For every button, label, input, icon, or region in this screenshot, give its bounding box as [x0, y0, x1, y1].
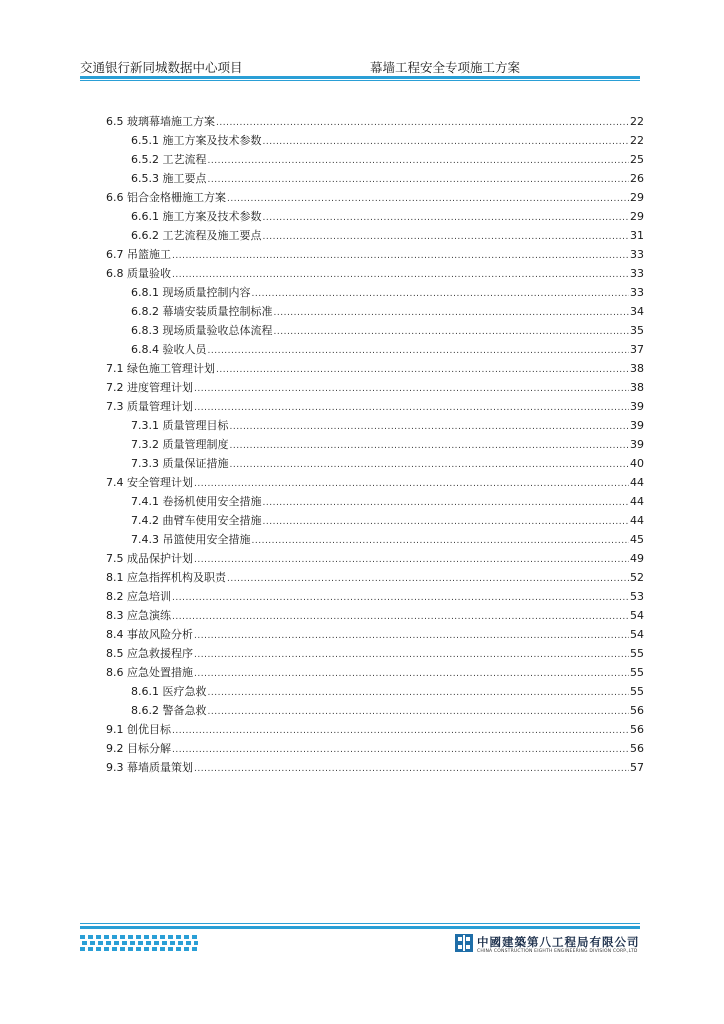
toc-entry-page: 37 — [630, 343, 644, 356]
footer-rule-thin — [80, 923, 640, 924]
toc-entry-page: 39 — [630, 419, 644, 432]
toc-entry-title: 7.4.2 曲臂车使用安全措施 — [131, 514, 262, 527]
toc-entry-page: 39 — [630, 400, 644, 413]
toc-entry-page: 54 — [630, 628, 644, 641]
toc-entry[interactable] — [106, 112, 644, 131]
toc-entry-page: 33 — [630, 248, 644, 261]
toc-entry-page: 56 — [630, 742, 644, 755]
toc-entry[interactable] — [106, 739, 644, 758]
header-rule-thick — [80, 76, 640, 79]
toc-entry-title: 7.3.3 质量保证措施 — [131, 457, 229, 470]
toc-entry-page: 34 — [630, 305, 644, 318]
toc-entry-title: 6.5.2 工艺流程 — [131, 153, 207, 166]
toc-entry-page: 55 — [630, 647, 644, 660]
toc-entry[interactable] — [106, 340, 644, 359]
toc-entry[interactable] — [106, 625, 644, 644]
toc-entry-title: 9.2 目标分解 — [106, 742, 171, 755]
header-document-title: 幕墙工程安全专项施工方案 — [370, 60, 521, 75]
toc-entry-page: 40 — [630, 457, 644, 470]
toc-entry-title: 6.8 质量验收 — [106, 267, 171, 280]
toc-entry-title: 8.2 应急培训 — [106, 590, 171, 603]
toc-entry[interactable] — [106, 644, 644, 663]
header-rule-thin — [80, 80, 640, 81]
table-of-contents — [106, 112, 644, 777]
toc-entry-page: 33 — [630, 267, 644, 280]
toc-entry[interactable] — [106, 682, 644, 701]
building-pattern-icon — [80, 934, 198, 954]
toc-entry[interactable] — [106, 226, 644, 245]
toc-entry[interactable] — [106, 454, 644, 473]
toc-entry[interactable] — [106, 378, 644, 397]
toc-entry[interactable] — [106, 568, 644, 587]
toc-entry-page: 25 — [630, 153, 644, 166]
toc-entry[interactable] — [106, 663, 644, 682]
toc-entry-title: 8.6.2 警备急救 — [131, 704, 207, 717]
toc-entry-title: 7.5 成品保护计划 — [106, 552, 193, 565]
toc-entry[interactable] — [106, 530, 644, 549]
toc-entry-title: 9.3 幕墙质量策划 — [106, 761, 193, 774]
toc-entry-title: 6.8.1 现场质量控制内容 — [131, 286, 251, 299]
toc-entry[interactable] — [106, 416, 644, 435]
toc-entry-page: 55 — [630, 666, 644, 679]
toc-entry-title: 6.5.3 施工要点 — [131, 172, 207, 185]
toc-entry[interactable] — [106, 169, 644, 188]
company-name-cn: 中國建築第八工程局有限公司 — [477, 935, 640, 949]
toc-entry[interactable] — [106, 131, 644, 150]
toc-entry[interactable] — [106, 549, 644, 568]
toc-entry-page: 56 — [630, 704, 644, 717]
toc-entry-page: 57 — [630, 761, 644, 774]
footer-rule-thick — [80, 926, 640, 929]
toc-entry[interactable] — [106, 150, 644, 169]
toc-entry[interactable] — [106, 188, 644, 207]
toc-entry-page: 29 — [630, 191, 644, 204]
toc-entry[interactable] — [106, 606, 644, 625]
toc-entry-title: 7.4.3 吊篮使用安全措施 — [131, 533, 251, 546]
toc-entry-page: 56 — [630, 723, 644, 736]
toc-entry-title: 6.7 吊篮施工 — [106, 248, 171, 261]
toc-entry-title: 6.5 玻璃幕墙施工方案 — [106, 115, 215, 128]
toc-entry-page: 49 — [630, 552, 644, 565]
toc-entry-page: 39 — [630, 438, 644, 451]
toc-entry-page: 38 — [630, 381, 644, 394]
toc-entry[interactable] — [106, 701, 644, 720]
toc-entry-page: 44 — [630, 495, 644, 508]
toc-entry-title: 8.4 事故风险分析 — [106, 628, 193, 641]
toc-entry-title: 7.4 安全管理计划 — [106, 476, 193, 489]
toc-entry-page: 22 — [630, 134, 644, 147]
toc-entry-title: 8.1 应急指挥机构及职责 — [106, 571, 226, 584]
toc-entry-title: 7.4.1 卷扬机使用安全措施 — [131, 495, 262, 508]
toc-entry-page: 31 — [630, 229, 644, 242]
toc-entry-title: 6.5.1 施工方案及技术参数 — [131, 134, 262, 147]
page-header — [80, 58, 640, 76]
toc-entry-title: 7.3.1 质量管理目标 — [131, 419, 229, 432]
toc-entry-title: 6.6.1 施工方案及技术参数 — [131, 210, 262, 223]
toc-entry[interactable] — [106, 264, 644, 283]
toc-entry-title: 9.1 创优目标 — [106, 723, 171, 736]
toc-entry-title: 8.6.1 医疗急救 — [131, 685, 207, 698]
toc-entry[interactable] — [106, 473, 644, 492]
toc-entry-title: 8.3 应急演练 — [106, 609, 171, 622]
toc-entry[interactable] — [106, 492, 644, 511]
toc-entry[interactable] — [106, 207, 644, 226]
toc-entry-title: 7.3 质量管理计划 — [106, 400, 193, 413]
toc-entry[interactable] — [106, 511, 644, 530]
toc-entry-page: 29 — [630, 210, 644, 223]
toc-entry-page: 55 — [630, 685, 644, 698]
toc-entry-title: 7.3.2 质量管理制度 — [131, 438, 229, 451]
header-project-name: 交通银行新同城数据中心项目 — [80, 60, 243, 75]
toc-entry[interactable] — [106, 359, 644, 378]
toc-entry[interactable] — [106, 720, 644, 739]
toc-entry-page: 33 — [630, 286, 644, 299]
toc-entry-page: 53 — [630, 590, 644, 603]
toc-entry[interactable] — [106, 302, 644, 321]
toc-entry-title: 7.2 进度管理计划 — [106, 381, 193, 394]
toc-entry-title: 6.8.2 幕墙安装质量控制标准 — [131, 305, 273, 318]
toc-entry-title: 6.6 铝合金格栅施工方案 — [106, 191, 226, 204]
toc-entry-page: 44 — [630, 514, 644, 527]
toc-entry-page: 54 — [630, 609, 644, 622]
toc-entry-page: 26 — [630, 172, 644, 185]
toc-leader-dots — [194, 760, 629, 779]
toc-entry-page: 35 — [630, 324, 644, 337]
cscec-logo-icon — [455, 934, 473, 952]
toc-entry[interactable] — [106, 245, 644, 264]
toc-entry[interactable] — [106, 587, 644, 606]
toc-entry-page: 38 — [630, 362, 644, 375]
toc-entry-title: 8.6 应急处置措施 — [106, 666, 193, 679]
toc-entry[interactable] — [106, 758, 644, 777]
toc-entry-page: 52 — [630, 571, 644, 584]
toc-entry-page: 45 — [630, 533, 644, 546]
toc-entry-title: 8.5 应急救援程序 — [106, 647, 193, 660]
toc-entry[interactable] — [106, 321, 644, 340]
toc-entry[interactable] — [106, 435, 644, 454]
toc-entry-page: 44 — [630, 476, 644, 489]
toc-entry[interactable] — [106, 397, 644, 416]
company-logo — [455, 934, 645, 956]
toc-entry-title: 6.6.2 工艺流程及施工要点 — [131, 229, 262, 242]
toc-entry-title: 6.8.3 现场质量验收总体流程 — [131, 324, 273, 337]
toc-entry-title: 6.8.4 验收人员 — [131, 343, 207, 356]
toc-entry[interactable] — [106, 283, 644, 302]
toc-entry-title: 7.1 绿色施工管理计划 — [106, 362, 215, 375]
toc-entry-page: 22 — [630, 115, 644, 128]
company-name-en: CHINA CONSTRUCTION EIGHTH ENGINEERING DIVISION CORP.,LTD — [477, 949, 638, 954]
